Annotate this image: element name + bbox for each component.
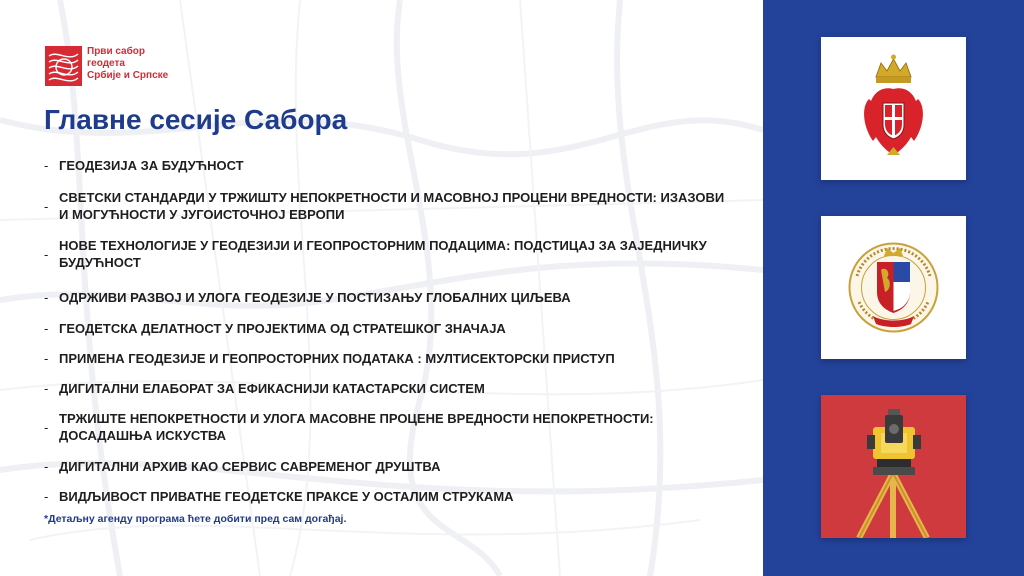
logo-line-3: Србије и Српске [87, 70, 169, 81]
emblem-panel [763, 0, 1024, 576]
conference-logo [45, 46, 168, 86]
total-station-icon [821, 395, 966, 538]
bullet-dash: - [44, 350, 49, 366]
list-item [44, 481, 734, 511]
list-item [44, 451, 734, 481]
republika-srpska-emblem-card [821, 216, 966, 359]
session-title: СВЕТСКИ СТАНДАРДИ У ТРЖИШТУ НЕПОКРЕТНОСТИ И МАСОВНОЈ ПРОЦЕНИ ВРЕДНОСТИ: ИЗАЗОВИ И МОГУЋНОСТИ У ЈУГОИСТОЧНОЈ ЕВРОПИ [59, 190, 725, 222]
logo-line-1: Први сабор [87, 46, 146, 57]
session-title: ДИГИТАЛНИ ЕЛАБОРАТ ЗА ЕФИКАСНИЈИ КАТАСТАРСКИ СИСТЕМ [59, 380, 485, 396]
session-title: ОДРЖИВИ РАЗВОЈ И УЛОГА ГЕОДЕЗИЈЕ У ПОСТИЗАЊУ ГЛОБАЛНИХ ЦИЉЕВА [59, 289, 571, 305]
agenda-footnote: *Детаљну агенду програма ћете добити пред сам догађај. [44, 513, 347, 525]
session-title: ГЕОДЕЗИЈА ЗА БУДУЋНОСТ [59, 157, 244, 173]
session-title: НОВЕ ТЕХНОЛОГИЈЕ У ГЕОДЕЗИЈИ И ГЕОПРОСТОРНИМ ПОДАЦИМА: ПОДСТИЦАЈ ЗА ЗАЈЕДНИЧКУ БУДУЋНОСТ [59, 238, 707, 270]
session-title: ДИГИТАЛНИ АРХИВ КАО СЕРВИС САВРЕМЕНОГ ДРУШТВА [59, 458, 441, 474]
serbia-emblem-card [821, 37, 966, 180]
session-title: ГЕОДЕТСКА ДЕЛАТНОСТ У ПРОЈЕКТИМА ОД СТРАТЕШКОГ ЗНАЧАЈА [59, 320, 506, 336]
conference-logo-icon [45, 46, 82, 86]
list-item [44, 181, 734, 231]
bullet-dash: - [44, 458, 49, 474]
logo-text [87, 46, 168, 82]
bullet-dash: - [44, 289, 49, 305]
list-item [44, 373, 734, 403]
session-title: ВИДЉИВОСТ ПРИВАТНЕ ГЕОДЕТСКЕ ПРАКСЕ У ОСТАЛИМ СТРУКАМА [59, 488, 514, 504]
bullet-dash: - [44, 246, 49, 262]
session-list [44, 153, 734, 511]
session-title: ТРЖИШТЕ НЕПОКРЕТНОСТИ И УЛОГА МАСОВНЕ ПРОЦЕНЕ ВРЕДНОСТИ НЕПОКРЕТНОСТИ: ДОСАДАШЊА ИСКУСТВА [59, 411, 654, 443]
list-item [44, 343, 734, 373]
session-title: ПРИМЕНА ГЕОДЕЗИЈЕ И ГЕОПРОСТОРНИХ ПОДАТАКА : МУЛТИСЕКТОРСКИ ПРИСТУП [59, 350, 615, 366]
bullet-dash: - [44, 488, 49, 504]
serbia-coat-of-arms-icon [821, 37, 966, 180]
bullet-dash: - [44, 320, 49, 336]
bullet-dash: - [44, 198, 49, 214]
bullet-dash: - [44, 380, 49, 396]
list-item [44, 153, 734, 177]
list-item [44, 403, 734, 451]
republika-srpska-emblem-icon [821, 216, 966, 359]
page-title: Главне сесије Сабора [44, 104, 348, 135]
list-item [44, 231, 734, 277]
bullet-dash: - [44, 157, 49, 173]
bullet-dash: - [44, 419, 49, 435]
list-item [44, 281, 734, 313]
total-station-card [821, 395, 966, 538]
list-item [44, 313, 734, 343]
logo-line-2: геодета [87, 58, 125, 69]
